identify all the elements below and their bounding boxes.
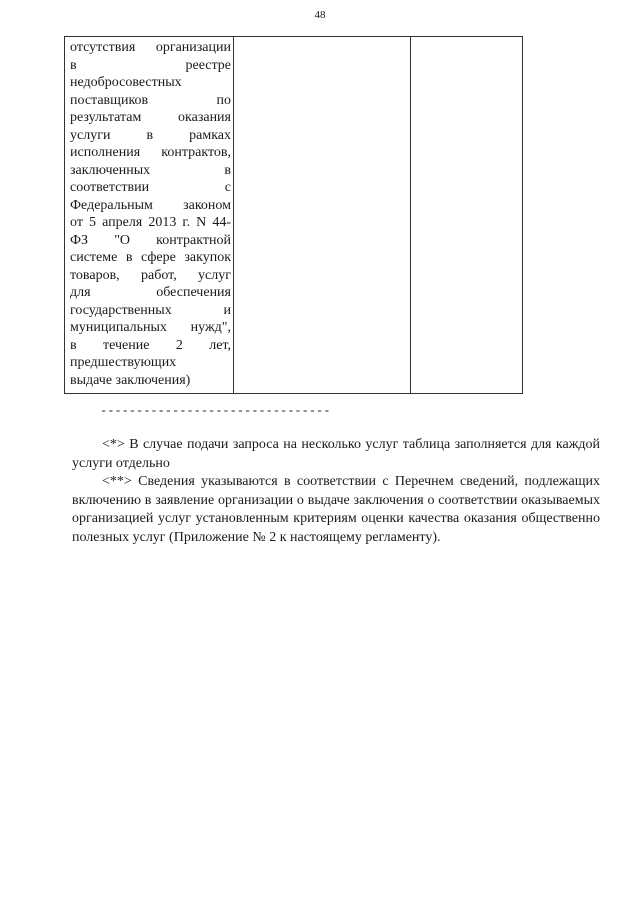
- criterion-text-line: в течение 2 лет,: [70, 337, 231, 353]
- criterion-text-line: заключенных в: [70, 162, 231, 178]
- page-number: 48: [314, 9, 326, 21]
- criteria-table: [64, 36, 523, 394]
- criterion-text-line: исполнения контрактов,: [70, 145, 231, 160]
- criterion-text-line: поставщиков по: [70, 92, 231, 108]
- criterion-text-line: от 5 апреля 2013 г. N 44-: [70, 215, 231, 230]
- criterion-text-line: результатам оказания: [70, 110, 231, 125]
- criterion-text-line: Федеральным законом: [70, 197, 231, 213]
- criterion-text-line: выдаче заключения): [70, 372, 191, 388]
- criterion-text-line: государственных и: [70, 302, 231, 318]
- criterion-text-line: в реестре: [70, 57, 231, 73]
- footnote-1: <*> В случае подачи запроса на несколько услуг таблица заполняется для каждой услуги отдельно: [72, 437, 600, 471]
- criterion-text-line: недобросовестных: [70, 75, 182, 90]
- table-cell-value: [234, 37, 411, 394]
- table-cell-criterion: [65, 37, 234, 394]
- criterion-text: [65, 37, 233, 393]
- table-cell-note: [411, 37, 523, 394]
- footnote-2: <**> Сведения указываются в соответствии с Перечнем сведений, подлежащих включению в заявление организации о выдаче заключения о соответствии оказываемых организацией услуг установленным критериям оценки качества оказания общественно полезных услуг (Приложение № 2 к настоящему регламенту).: [72, 474, 600, 545]
- criterion-text-line: услуги в рамках: [70, 127, 231, 143]
- criterion-text-line: для обеспечения: [70, 285, 231, 300]
- criterion-text-line: отсутствия организации: [70, 40, 231, 55]
- criterion-text-line: муниципальных нужд",: [70, 320, 231, 335]
- criterion-text-line: системе в сфере закупок: [70, 250, 231, 265]
- footnotes: [72, 436, 600, 547]
- criterion-text-line: товаров, работ, услуг: [70, 267, 231, 283]
- table-row: [65, 37, 523, 394]
- criterion-text-line: соответствии с: [70, 180, 231, 195]
- criterion-text-line: предшествующих: [70, 355, 177, 370]
- criterion-text-line: ФЗ "О контрактной: [70, 232, 231, 248]
- footnote-separator: --------------------------------: [100, 404, 331, 418]
